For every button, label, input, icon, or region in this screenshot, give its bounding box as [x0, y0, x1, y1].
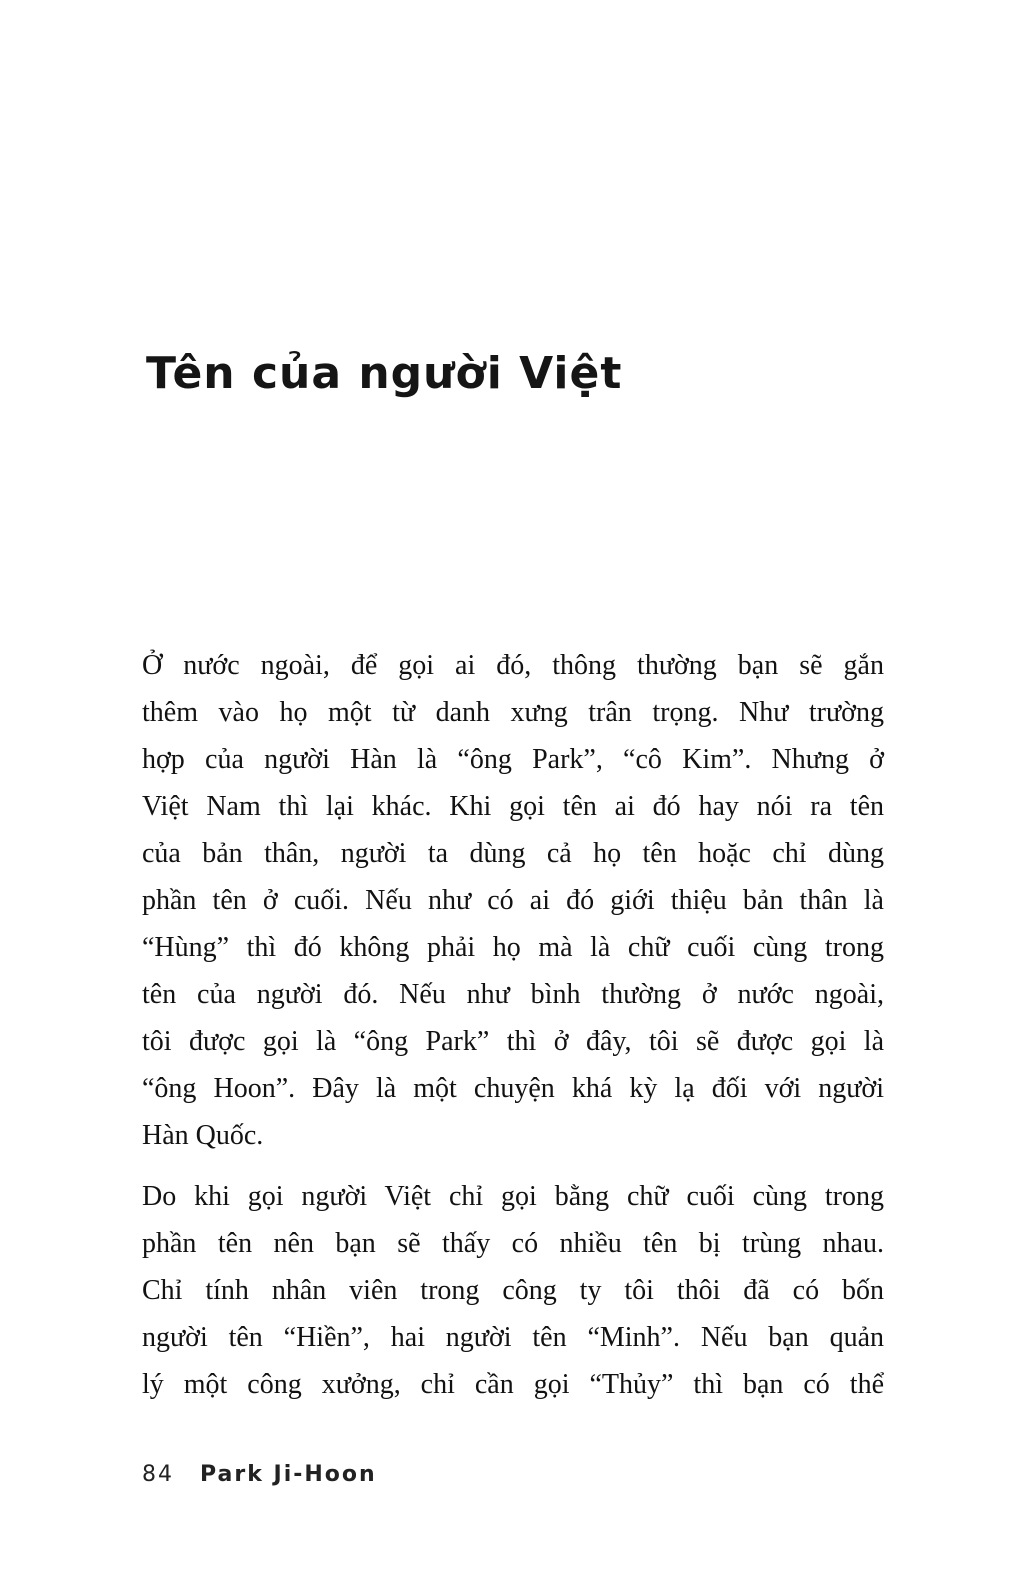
- text-line: Ở nước ngoài, để gọi ai đó, thông thường bạn sẽ gắn: [142, 650, 884, 681]
- text-line: người tên “Hiền”, hai người tên “Minh”. Nếu bạn quản: [142, 1322, 884, 1353]
- text-line: Hàn Quốc.: [142, 1120, 264, 1151]
- text-line: tên của người đó. Nếu như bình thường ở nước ngoài,: [142, 979, 884, 1010]
- paragraph: [142, 642, 884, 1159]
- text-line: Do khi gọi người Việt chỉ gọi bằng chữ cuối cùng trong: [142, 1181, 884, 1212]
- text-line: hợp của người Hàn là “ông Park”, “cô Kim”. Nhưng ở: [142, 744, 884, 775]
- text-line: thêm vào họ một từ danh xưng trân trọng. Như trường: [142, 697, 884, 728]
- page-footer: [142, 1462, 377, 1487]
- text-line: Chỉ tính nhân viên trong công ty tôi thôi đã có bốn: [142, 1275, 884, 1306]
- page-number: 84: [142, 1462, 174, 1487]
- text-line: “Hùng” thì đó không phải họ mà là chữ cuối cùng trong: [142, 932, 884, 963]
- body-text: [142, 642, 884, 1422]
- text-line: Việt Nam thì lại khác. Khi gọi tên ai đó hay nói ra tên: [142, 791, 884, 822]
- text-line: lý một công xưởng, chỉ cần gọi “Thủy” thì bạn có thể: [142, 1369, 884, 1400]
- text-line: phần tên ở cuối. Nếu như có ai đó giới thiệu bản thân là: [142, 885, 884, 916]
- text-line: “ông Hoon”. Đây là một chuyện khá kỳ lạ đối với người: [142, 1073, 884, 1104]
- chapter-title: Tên của người Việt: [146, 348, 623, 399]
- text-line: của bản thân, người ta dùng cả họ tên hoặc chỉ dùng: [142, 838, 884, 869]
- text-line: phần tên nên bạn sẽ thấy có nhiều tên bị trùng nhau.: [142, 1228, 884, 1259]
- paragraph: [142, 1173, 884, 1408]
- text-line: tôi được gọi là “ông Park” thì ở đây, tôi sẽ được gọi là: [142, 1026, 884, 1057]
- author-name: Park Ji-Hoon: [200, 1462, 377, 1487]
